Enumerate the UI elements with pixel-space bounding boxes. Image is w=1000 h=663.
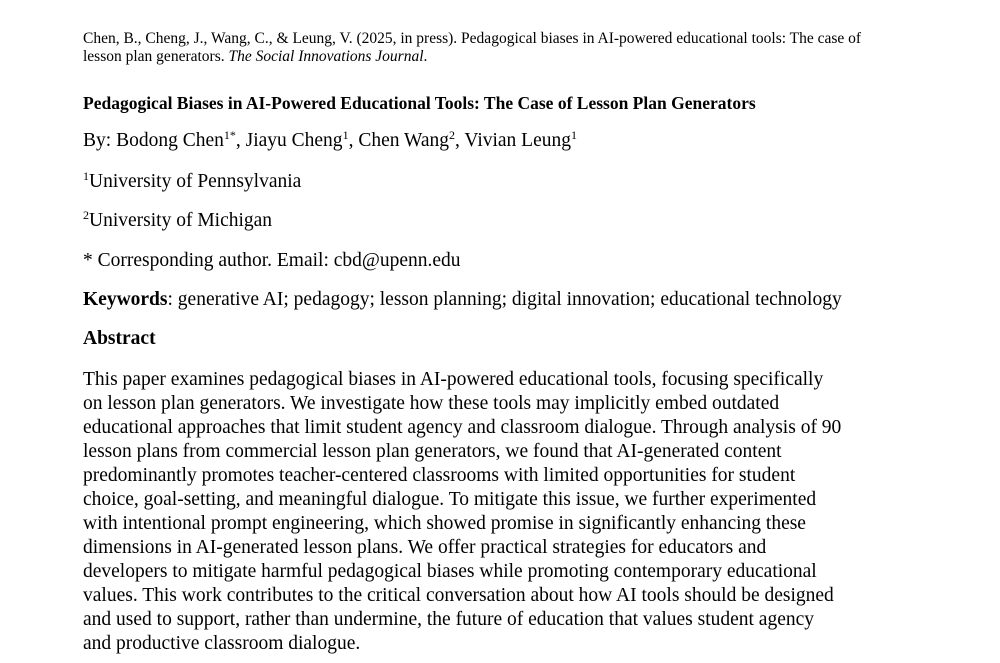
abstract-line: values. This work contributes to the critical conversation about how AI tools should be designed [83,585,834,606]
journal-name: The Social Innovations Journal [228,48,424,65]
affiliation-marker: 1 [83,169,89,183]
abstract-line: predominantly promotes teacher-centered classrooms with limited opportunities for student [83,465,796,486]
author-affiliation-marker: 1 [571,128,577,142]
affiliation-name: University of Michigan [89,210,273,231]
author-prefix: By: [83,130,117,151]
author-affiliation-marker: 1* [223,128,236,142]
abstract-line: dimensions in AI-generated lesson plans. We offer practical strategies for educators and [83,537,767,558]
keywords-line [83,288,842,312]
citation-text: Chen, B., Cheng, J., Wang, C., & Leung, V. (2025, in press). Pedagogical biases in AI-powered educational tools: The case of lesson plan generators. [83,30,862,65]
author-line [83,129,577,153]
corresponding-author: * Corresponding author. Email: cbd@upenn.edu [83,250,461,271]
citation [83,30,903,66]
author-name: Chen Wang [358,130,449,151]
affiliation-name: University of Pennsylvania [89,171,302,192]
author-name: Bodong Chen [116,130,224,151]
abstract-line: on lesson plan generators. We investigate how these tools may implicitly embed outdated [83,393,780,414]
abstract-line: This paper examines pedagogical biases in AI-powered educational tools, focusing specifically [83,369,824,390]
author-affiliation-marker: 2 [449,128,455,142]
abstract-line: and productive classroom dialogue. [83,633,361,654]
abstract-line: lesson plans from commercial lesson plan generators, we found that AI-generated content [83,441,782,462]
keywords-text: : generative AI; pedagogy; lesson planning; digital innovation; educational technology [167,289,842,310]
author-affiliation-marker: 1 [342,128,349,142]
abstract-line: and used to support, rather than undermine, the future of education that values student agency [83,609,815,630]
author-name: Jiayu Cheng [245,130,343,151]
keywords-label: Keywords [83,289,168,310]
author-separator: , [235,130,246,151]
affiliation-marker: 2 [83,208,89,222]
abstract-line: choice, goal-setting, and meaningful dialogue. To mitigate this issue, we further experimented [83,489,817,510]
abstract-line: developers to mitigate harmful pedagogical biases while promoting contemporary educational [83,561,817,582]
author-separator: , [348,130,359,151]
affiliation-1 [83,170,301,194]
citation-end: . [423,48,428,65]
abstract-line: educational approaches that limit student agency and classroom dialogue. Through analysis of 90 [83,417,842,438]
author-name: Vivian Leung [464,130,571,151]
paper-title: Pedagogical Biases in AI-Powered Educational Tools: The Case of Lesson Plan Generators [83,93,756,113]
abstract-line: with intentional prompt engineering, which showed promise in significantly enhancing these [83,513,806,534]
abstract-body [83,368,913,656]
abstract-heading: Abstract [83,328,156,349]
author-separator: , [455,130,465,151]
affiliation-2 [83,209,272,233]
